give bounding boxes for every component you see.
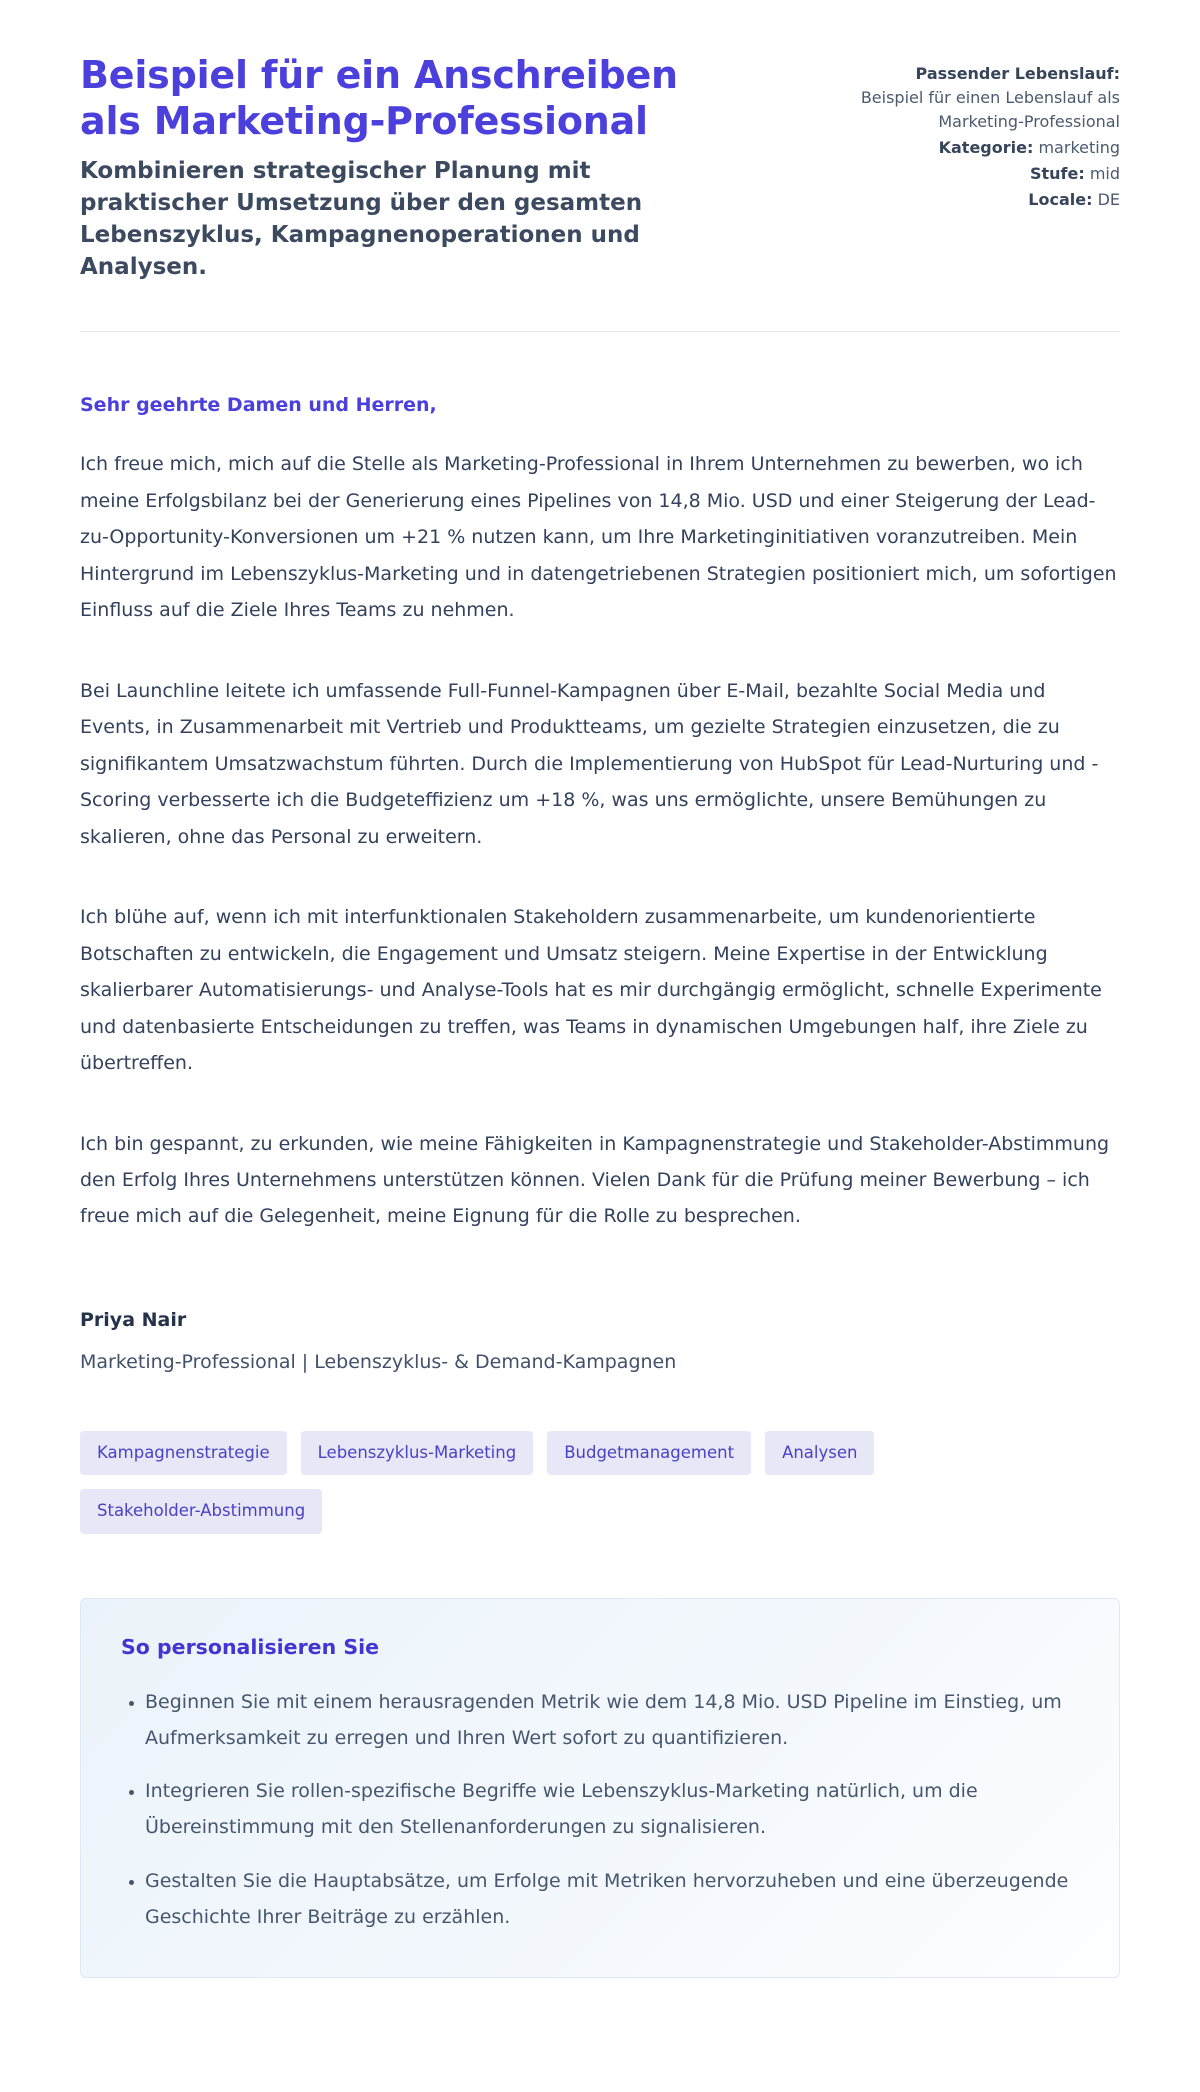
letter-body [80,394,1120,1372]
meta-level-value: mid [1089,164,1120,183]
letter-paragraph-4: Ich bin gespannt, zu erkunden, wie meine Fähigkeiten in Kampagnenstrategie und Stakeholder-Abstimmung den Erfolg Ihres Unternehmens unterstützen können. Vielen Dank für die Prüfung meiner Bewerbung – ich freue mich auf die Gelegenheit, meine Eignung für die Rolle zu besprechen. [80,1132,1110,1228]
tip-item: • Beginnen Sie mit einem herausragenden Metrik wie dem 14,8 Mio. USD Pipeline im Einstieg, um Aufmerksamkeit zu erregen und Ihren Wert sofort zu quantifizieren. [145,1685,1079,1756]
meta-resume-value: Beispiel für einen Lebenslauf als Marketing-Professional [860,88,1120,131]
header-divider [80,331,1120,332]
skill-tag-list [80,1431,880,1534]
meta-panel [840,52,1120,212]
signature-role: Marketing-Professional | Lebenszyklus- & Demand-Kampagnen [80,1350,677,1373]
letter-paragraph-2: Bei Launchline leitete ich umfassende Full-Funnel-Kampagnen über E-Mail, bezahlte Social Media und Events, in Zusammenarbeit mit Vertrieb und Produktteams, um gezielte Strategien einzusetzen, die zu signifikantem Umsatzwachstum führten. Durch die Implementierung von HubSpot für Lead-Nurturing und -Scoring verbesserte ich die Budgeteffizienz um +18 %, was uns ermöglichte, unsere Bemühungen zu skalieren, ohne das Personal zu erweitern. [80,679,1099,848]
skill-tag: Analysen [765,1431,874,1476]
letter-paragraph-3: Ich blühe auf, wenn ich mit interfunktionalen Stakeholdern zusammenarbeite, um kundenorientierte Botschaften zu entwickeln, die Engagement und Umsatz steigern. Meine Expertise in der Entwicklung skalierbarer Automatisierungs- und Analyse-Tools hat es mir durchgängig ermöglicht, schnelle Experimente und datenbasierte Entscheidungen zu treffen, was Teams in dynamischen Umgebungen half, ihre Ziele zu übertreffen. [80,906,1102,1075]
meta-category [840,136,1120,160]
meta-resume-label: Passender Lebenslauf: [915,64,1120,83]
page-subtitle: Kombinieren strategischer Planung mit praktischer Umsetzung über den gesamten Lebenszyklus, Kampagnenoperationen und Analysen. [80,157,643,281]
tip-item: • Integrieren Sie rollen-spezifische Begriffe wie Lebenszyklus-Marketing natürlich, um die Übereinstimmung mit den Stellenanforderungen zu signalisieren. [145,1774,1079,1845]
meta-locale-label: Locale: [1028,190,1093,209]
letter-greeting: Sehr geehrte Damen und Herren, [80,394,437,417]
personalization-tips-box [80,1598,1120,1978]
skill-tag: Budgetmanagement [547,1431,751,1476]
signature-name: Priya Nair [80,1308,187,1331]
skill-tag: Kampagnenstrategie [80,1431,287,1476]
header-title-block [80,52,745,283]
tips-list [121,1685,1079,1935]
page-title: Beispiel für ein Anschreiben als Marketing-Professional [80,53,678,144]
meta-locale [840,188,1120,212]
meta-resume [840,62,1120,134]
tip-item: • Gestalten Sie die Hauptabsätze, um Erfolge mit Metriken hervorzuheben und eine überzeugende Geschichte Ihrer Beiträge zu erzählen. [145,1864,1079,1935]
skill-tag: Stakeholder-Abstimmung [80,1489,322,1534]
skill-tag: Lebenszyklus-Marketing [301,1431,534,1476]
tips-heading: So personalisieren Sie [121,1634,380,1659]
meta-category-value: marketing [1038,138,1120,157]
meta-level-label: Stufe: [1029,164,1085,183]
meta-level [840,162,1120,186]
meta-category-label: Kategorie: [938,138,1034,157]
page-header [80,52,1120,283]
meta-locale-value: DE [1097,190,1120,209]
letter-paragraph-1: Ich freue mich, mich auf die Stelle als Marketing-Professional in Ihrem Unternehmen zu bewerben, wo ich meine Erfolgsbilanz bei der Generierung eines Pipelines von 14,8 Mio. USD und einer Steigerung der Lead-zu-Opportunity-Konversionen um +21 % nutzen kann, um Ihre Marketinginitiativen voranzutreiben. Mein Hintergrund im Lebenszyklus-Marketing und in datengetriebenen Strategien positioniert mich, um sofortigen Einfluss auf die Ziele Ihres Teams zu nehmen. [80,453,1117,622]
